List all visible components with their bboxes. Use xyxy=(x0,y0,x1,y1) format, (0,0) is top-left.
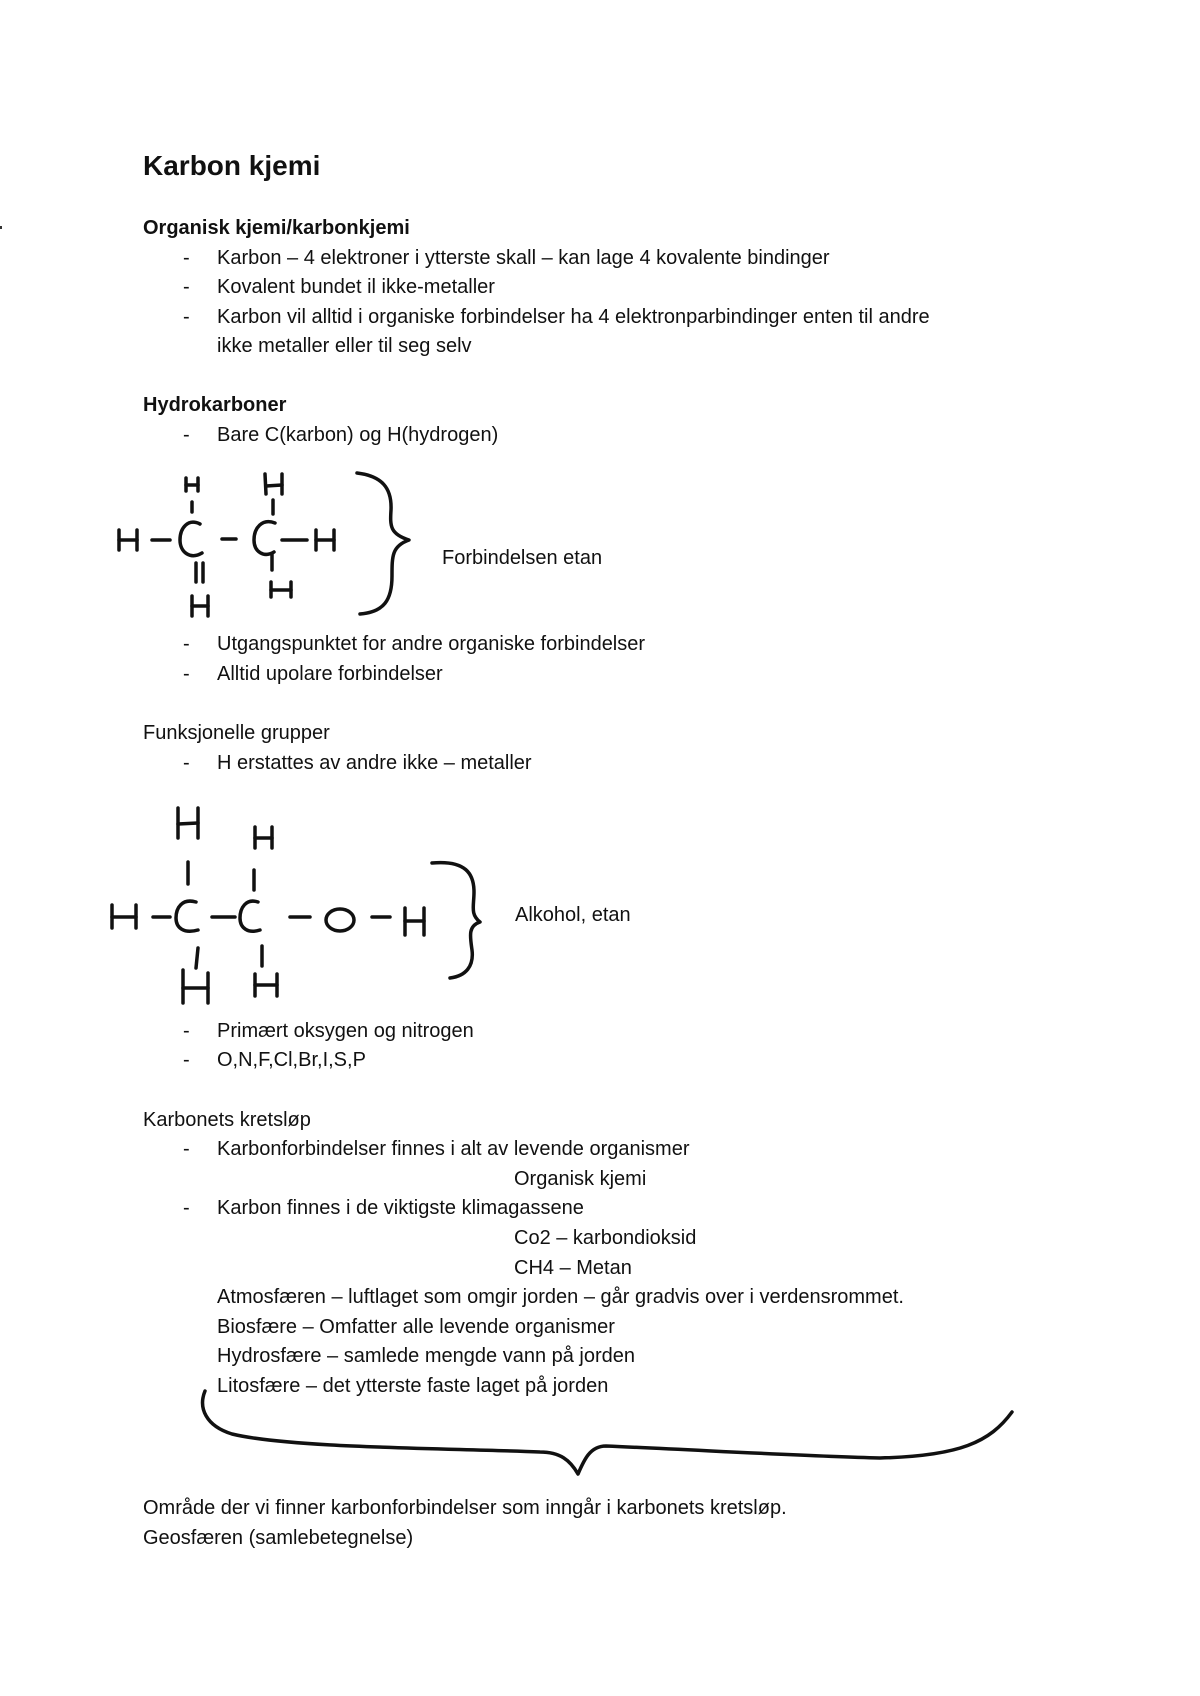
bullet-text: Utgangspunktet for andre organiske forbindelser xyxy=(217,633,646,655)
bullet-text: O,N,F,Cl,Br,I,S,P xyxy=(217,1049,366,1071)
bullet-dash: - xyxy=(183,1138,190,1160)
sphere-line: Hydrosfære – samlede mengde vann på jorden xyxy=(217,1345,636,1367)
sphere-line: Atmosfæren – luftlaget som omgir jorden – går gradvis over i verdensrommet. xyxy=(217,1286,904,1308)
section-heading-hydrokarboner: Hydrokarboner xyxy=(143,394,287,416)
sphere-line: Litosfære – det ytterste faste laget på jorden xyxy=(217,1375,609,1397)
bullet-dash: - xyxy=(183,633,190,655)
bullet-continuation: ikke metaller eller til seg selv xyxy=(217,335,472,357)
bullet-text: Karbonforbindelser finnes i alt av levende organismer xyxy=(217,1138,690,1160)
bullet-text: H erstattes av andre ikke – metaller xyxy=(217,752,532,774)
section-heading-karbonets-kretslop: Karbonets kretsløp xyxy=(143,1109,311,1131)
footer-line: Område der vi finner karbonforbindelser som inngår i karbonets kretsløp. xyxy=(143,1497,787,1519)
centered-note: Organisk kjemi xyxy=(514,1168,647,1190)
bullet-text: Karbon – 4 elektroner i ytterste skall – kan lage 4 kovalente bindinger xyxy=(217,247,830,269)
bullet-dash: - xyxy=(183,1020,190,1042)
sphere-line: Biosfære – Omfatter alle levende organismer xyxy=(217,1316,615,1338)
bullet-dash: - xyxy=(183,1049,190,1071)
curly-brace xyxy=(203,1391,1012,1474)
bullet-dash: - xyxy=(183,424,190,446)
bullet-text: Karbon vil alltid i organiske forbindelser ha 4 elektronparbindinger enten til andre xyxy=(217,306,930,328)
bullet-text: Bare C(karbon) og H(hydrogen) xyxy=(217,424,499,446)
bullet-dash: - xyxy=(183,247,190,269)
bullet-dash: - xyxy=(183,1197,190,1219)
bullet-text: Alltid upolare forbindelser xyxy=(217,663,443,685)
bullet-text: Kovalent bundet il ikke-metaller xyxy=(217,276,495,298)
bullet-text: Primært oksygen og nitrogen xyxy=(217,1020,474,1042)
bullet-dash: - xyxy=(183,752,190,774)
bullet-text: Karbon finnes i de viktigste klimagassene xyxy=(217,1197,584,1219)
centered-note: Co2 – karbondioksid xyxy=(514,1227,697,1249)
bullet-dash: - xyxy=(183,306,190,328)
diagram-label-alkohol: Alkohol, etan xyxy=(515,904,631,926)
bullet-dash: - xyxy=(183,663,190,685)
diagram-label-etan: Forbindelsen etan xyxy=(442,547,603,569)
centered-note: CH4 – Metan xyxy=(514,1257,632,1279)
section-heading-organisk-kjemi: Organisk kjemi/karbonkjemi xyxy=(143,217,410,239)
bullet-dash: - xyxy=(183,276,190,298)
section-heading-funksjonelle-grupper: Funksjonelle grupper xyxy=(143,722,330,744)
page-title: Karbon kjemi xyxy=(143,150,321,181)
footer-line: Geosfæren (samlebetegnelse) xyxy=(143,1527,414,1549)
